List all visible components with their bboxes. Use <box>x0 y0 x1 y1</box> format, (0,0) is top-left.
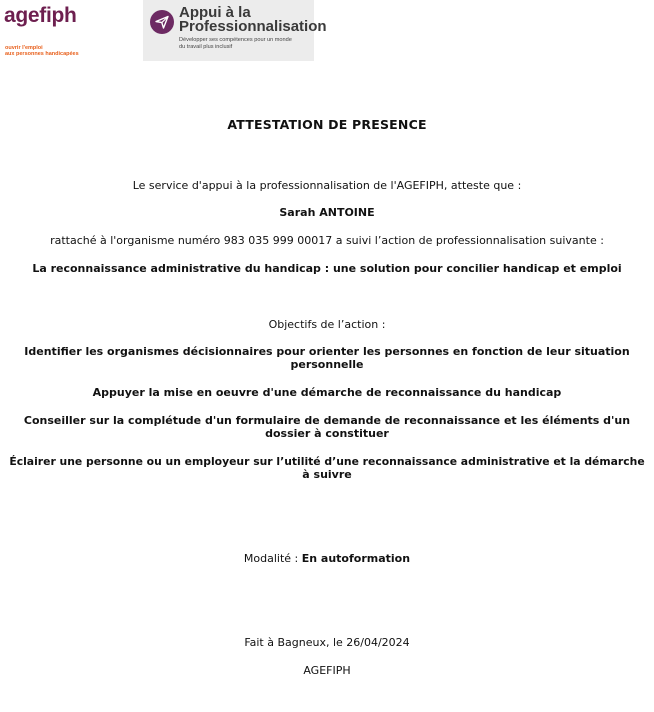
appui-title-line1: Appui à la <box>179 4 251 21</box>
person-name: Sarah ANTOINE <box>279 206 375 219</box>
objective-item-4-line1: Éclairer une personne ou un employeur sur l’utilité d’une reconnaissance administrative et la démarche <box>9 455 645 468</box>
agefiph-tagline-line1: ouvrir l'emploi <box>5 45 43 51</box>
appui-professionnalisation-logo <box>143 0 327 61</box>
objective-item-1-line1: Identifier les organismes décisionnaires pour orienter les personnes en fonction de leur situation <box>24 345 630 358</box>
paper-plane-icon <box>150 10 174 34</box>
action-title: La reconnaissance administrative du handicap : une solution pour concilier handicap et emploi <box>32 262 622 275</box>
modality <box>0 552 654 566</box>
agefiph-logo-wordmark: agefiph <box>4 4 77 27</box>
appui-subtitle-line1: Développer ses compétences pour un monde <box>179 37 292 43</box>
appui-subtitle-line2: du travail plus inclusif <box>179 43 233 50</box>
objectives-heading: Objectifs de l’action : <box>268 318 386 331</box>
modality-value: En autoformation <box>301 552 411 565</box>
intro-text: Le service d'appui à la professionnalisation de l'AGEFIPH, atteste que : <box>132 179 522 192</box>
agefiph-tagline-line2: aux personnes handicapées <box>5 51 79 58</box>
agefiph-logo-tagline <box>5 45 79 57</box>
appui-logo-title <box>179 6 327 34</box>
document-title: ATTESTATION DE PRESENCE <box>227 117 427 132</box>
objective-item-1-line2: personnelle <box>290 358 364 371</box>
place-and-date: Fait à Bagneux, le 26/04/2024 <box>244 636 410 649</box>
organisation-statement: rattaché à l'organisme numéro 983 035 999 00017 a suivi l’action de professionnalisation suivante : <box>50 234 604 247</box>
modality-label: Modalité : <box>243 552 302 565</box>
objective-item-3-line2: dossier à constituer <box>265 427 389 440</box>
appui-logo-subtitle <box>179 37 292 50</box>
objective-item-2-line1: Appuyer la mise en oeuvre d'une démarche de reconnaissance du handicap <box>92 386 562 399</box>
appui-title-line2: Professionnalisation <box>179 18 327 35</box>
objective-item-3-line1: Conseiller sur la complétude d'un formulaire de demande de reconnaissance et les éléments d'un <box>23 414 631 427</box>
agefiph-logo <box>4 4 94 60</box>
objective-item-4-line2: à suivre <box>302 468 352 481</box>
signature: AGEFIPH <box>303 664 351 677</box>
